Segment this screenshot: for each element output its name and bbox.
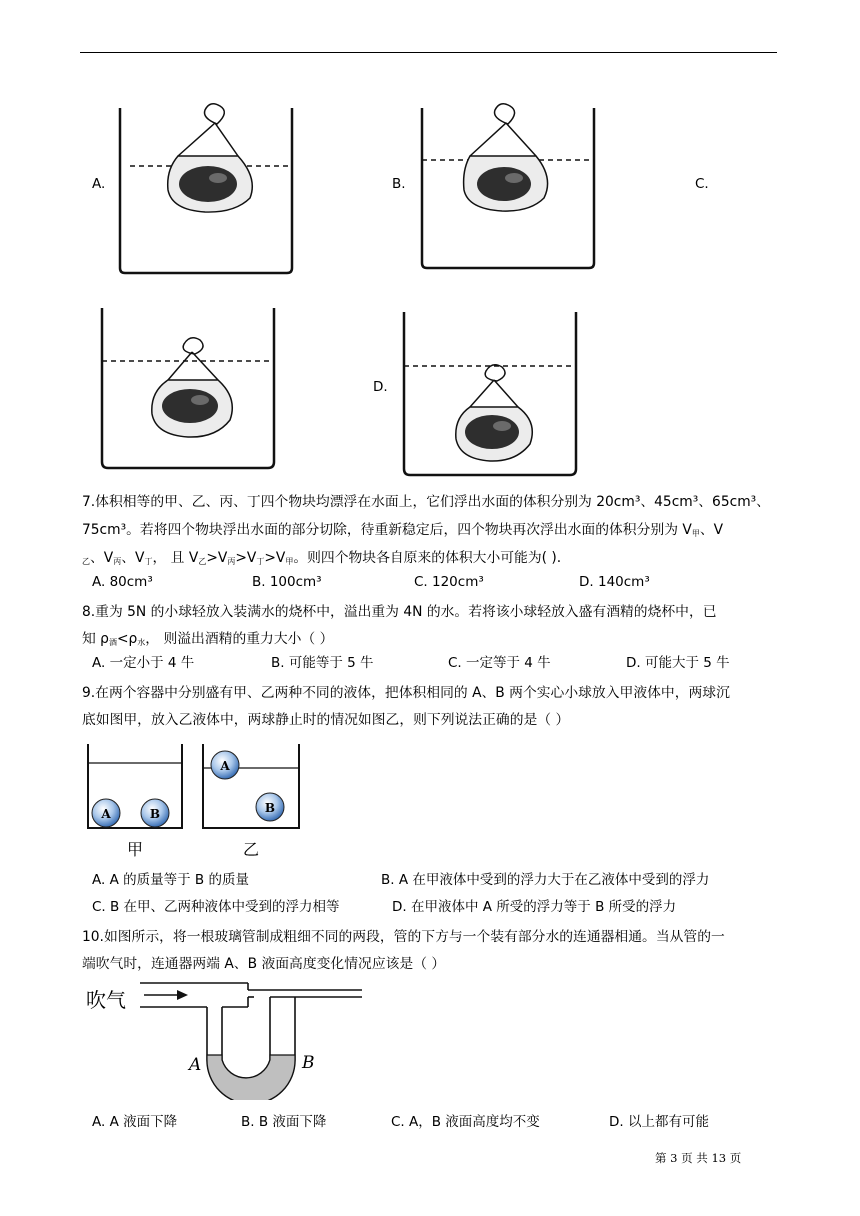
q9-option-c: C. B 在甲、乙两种液体中受到的浮力相等 bbox=[92, 899, 340, 915]
q9-label-yi: 乙 bbox=[242, 840, 260, 859]
q8-option-d: D. 可能大于 5 牛 bbox=[626, 655, 730, 671]
q8-line-2: 知 $\rho_酒<\rho_水$， 则溢出酒精的重力大小（ ） bbox=[82, 631, 334, 647]
q9-ball-a-jia-label: A bbox=[101, 807, 111, 821]
q8-line-1: 8.重为 5N 的小球轻放入装满水的烧杯中，溢出重为 4N 的水。若将该小球轻放入盛有酒精的烧杯中，已 bbox=[82, 604, 717, 620]
q10-label-b: B bbox=[302, 1053, 315, 1073]
q9-option-b: B. A 在甲液体中受到的浮力大于在乙液体中受到的浮力 bbox=[381, 872, 710, 888]
q9-ball-b-jia-label: B bbox=[149, 807, 161, 821]
q6-figure-a bbox=[110, 98, 300, 278]
q10-line-1: 10.如图所示，将一根玻璃管制成粗细不同的两段，管的下方与一个装有部分水的连通器相通。当从管的一 bbox=[82, 929, 725, 945]
q6-option-c-label: C. bbox=[695, 176, 709, 192]
q9-line-2: 底如图甲，放入乙液体中，两球静止时的情况如图乙，则下列说法正确的是（ ） bbox=[82, 712, 570, 728]
q10-option-d: D. 以上都有可能 bbox=[609, 1114, 709, 1130]
q7-line-1: 7.体积相等的甲、乙、丙、丁四个物块均漂浮在水面上，它们浮出水面的体积分别为 20cm³、45cm³、65cm³、 bbox=[82, 494, 770, 510]
q6-figure-c bbox=[92, 300, 287, 475]
q6-option-b-label: B. bbox=[392, 176, 406, 192]
q8-option-b: B. 可能等于 5 牛 bbox=[271, 655, 374, 671]
q9-ball-a-yi-label: A bbox=[220, 759, 230, 773]
q10-option-c: C. A，B 液面高度均不变 bbox=[391, 1114, 540, 1130]
q7-option-b: B. 100cm³ bbox=[252, 574, 322, 590]
q6-figure-d bbox=[394, 304, 584, 479]
q9-ball-b-yi-label: B bbox=[264, 801, 276, 815]
q7-option-d: D. 140cm³ bbox=[579, 574, 650, 590]
q7-option-a: A. 80cm³ bbox=[92, 574, 153, 590]
header-rule bbox=[80, 52, 777, 53]
q9-label-jia: 甲 bbox=[126, 840, 144, 859]
q9-option-d: D. 在甲液体中 A 所受的浮力等于 B 所受的浮力 bbox=[392, 899, 677, 915]
q10-figure bbox=[82, 975, 367, 1100]
q10-option-b: B. B 液面下降 bbox=[241, 1114, 327, 1130]
q6-option-a-label: A. bbox=[92, 176, 106, 192]
q7-line-3: $_乙$、$V_丙$、$V_丁$， 且 $V_乙>V_丙>V_丁>V_甲$。则四个物块各自原来的体积大小可能为( ). bbox=[82, 550, 562, 566]
q9-figure bbox=[82, 740, 307, 862]
q9-option-a: A. A 的质量等于 B 的质量 bbox=[92, 872, 249, 888]
q10-option-a: A. A 液面下降 bbox=[92, 1114, 178, 1130]
q8-option-a: A. 一定小于 4 牛 bbox=[92, 655, 195, 671]
page-footer: 第 3 页 共 13 页 bbox=[655, 1151, 742, 1165]
q8-option-c: C. 一定等于 4 牛 bbox=[448, 655, 551, 671]
q10-line-2: 端吹气时，连通器两端 A、B 液面高度变化情况应该是（ ） bbox=[82, 956, 446, 972]
q6-option-d-label: D. bbox=[373, 379, 388, 395]
q9-line-1: 9.在两个容器中分别盛有甲、乙两种不同的液体，把体积相同的 A、B 两个实心小球放入甲液体中，两球沉 bbox=[82, 685, 730, 701]
q7-line-2: 75cm³。若将四个物块浮出水面的部分切除，待重新稳定后，四个物块再次浮出水面的体积分别为 $V_甲$、V bbox=[82, 522, 724, 538]
q10-label-a: A bbox=[189, 1055, 202, 1075]
q6-figure-b bbox=[412, 98, 602, 278]
q7-option-c: C. 120cm³ bbox=[414, 574, 484, 590]
q10-blow-label: 吹气 bbox=[86, 988, 126, 1012]
